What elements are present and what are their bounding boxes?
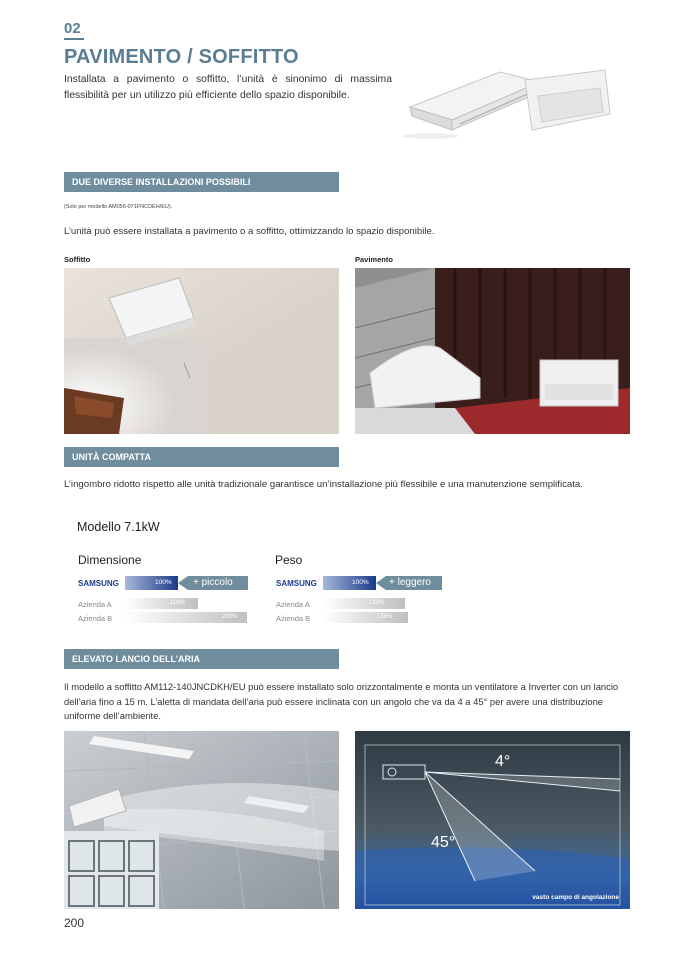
photo-air-flow <box>64 731 339 909</box>
section-header-compatta: UNITÀ COMPATTA <box>64 447 339 467</box>
dimensione-samsung-value: 100% <box>155 579 172 586</box>
dimensione-row-a-bar <box>125 598 198 609</box>
angle-4-label: 4° <box>495 753 511 770</box>
peso-row-a-bar <box>323 598 405 609</box>
dimensione-samsung-label: SAMSUNG <box>78 579 119 588</box>
peso-row-b-label: Azienda B <box>276 614 311 623</box>
dimensione-row-b-value: 200% <box>222 614 238 620</box>
installazioni-body: L’unità può essere installata a pavimento o a soffitto, ottimizzando lo spazio disponibile. <box>64 226 435 237</box>
dimensione-row-b-label: Azienda B <box>78 614 113 623</box>
page-number: 200 <box>64 916 85 930</box>
model-note: (Solo per modello AM056-071FNCDEH/EU). <box>64 204 173 210</box>
peso-samsung-value: 100% <box>352 579 369 586</box>
photo-pavimento <box>355 268 630 434</box>
compatta-body: L’ingombro ridotto rispetto alle unità tradizionale garantisce un’installazione più flessibile e una manutenzione semplificata. <box>64 479 583 490</box>
section-header-installazioni: DUE DIVERSE INSTALLAZIONI POSSIBILI <box>64 172 339 192</box>
peso-tag: + leggero <box>389 577 431 588</box>
dimensione-title: Dimensione <box>78 553 142 567</box>
peso-row-a-label: Azienda A <box>276 600 310 609</box>
page-title: PAVIMENTO / SOFFITTO <box>64 46 299 68</box>
dimensione-tag: + piccolo <box>193 577 233 588</box>
angle-diagram <box>355 731 630 909</box>
section-header-lancio: ELEVATO LANCIO DELL’ARIA <box>64 649 339 669</box>
product-image <box>400 52 615 142</box>
section-number: 02 <box>64 20 81 37</box>
peso-row-b-bar <box>323 612 408 623</box>
angle-caption: vasto campo di angolazione <box>532 894 619 901</box>
section-number-underline <box>64 38 84 40</box>
peso-samsung-label: SAMSUNG <box>276 579 317 588</box>
intro-text: Installata a pavimento o soffitto, l’unità è sinonimo di massima flessibilità per un utilizzo più efficiente dello spazio disponibile. <box>64 74 392 101</box>
label-soffitto: Soffitto <box>64 255 91 264</box>
model-label: Modello 7.1kW <box>77 520 160 534</box>
peso-row-a-value: 129% <box>369 600 385 606</box>
angle-45-label: 45° <box>431 834 456 851</box>
dimensione-row-a-value: 118% <box>170 600 185 606</box>
photo-soffitto <box>64 268 339 434</box>
label-pavimento: Pavimento <box>355 255 393 264</box>
lancio-body: Il modello a soffitto AM112-140JNCDKH/EU può essere installato solo orizzontalmente e monta un ventilatore a Inverter con un lancio dell’aria fino a 15 m. L’aletta di mandata dell’aria può essere inclinata con un angolo che va da 4 a 45° per avere una distribuzione uniforme dell’ambiente. <box>64 681 619 721</box>
dimensione-row-a-label: Azienda A <box>78 600 112 609</box>
peso-title: Peso <box>275 553 303 567</box>
peso-row-b-value: 136% <box>377 614 393 620</box>
